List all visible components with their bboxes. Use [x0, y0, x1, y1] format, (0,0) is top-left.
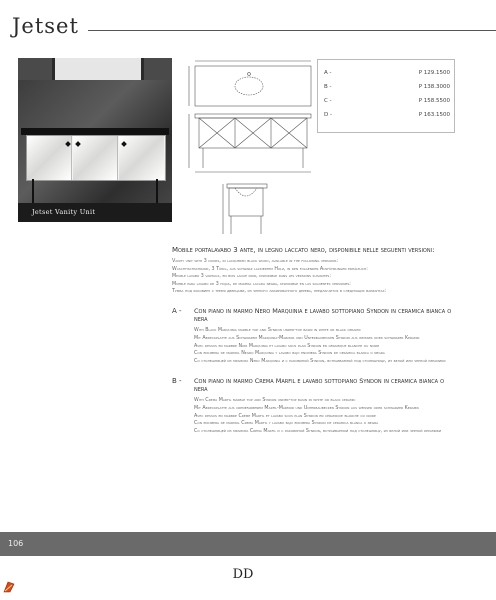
basin-outline [235, 77, 263, 95]
option-a [172, 307, 458, 366]
option-line: Avec dessus en marbre Crème Marfil et lavabo sous plan Syndon en céramique blanche ou noire [194, 413, 376, 419]
option-b [172, 377, 458, 436]
side-basin-outline [235, 188, 257, 196]
option-heading: Con piano in marmo Nero Marquinia e lavabo sottopiano Syndon in ceramica bianca o nera [194, 306, 452, 323]
page-number: 106 [8, 539, 24, 548]
description-heading: Mobile portalavabo 3 ante, in legno laccato nero, disponibile nelle seguenti versioni: [172, 246, 435, 254]
technical-drawing [183, 58, 315, 240]
product-photo [18, 58, 172, 222]
plan-view-outline [195, 66, 311, 106]
cabinet-leg [156, 179, 158, 203]
option-line: Con encimera de mármol Crema Marfil y lavabo bajo encimera Syndon de cerámica blanca o negra [194, 421, 379, 427]
price-value: P 163.1500 [418, 112, 450, 118]
photo-caption: Jetset Vanity Unit [32, 208, 96, 216]
price-label: C - [324, 98, 332, 104]
option-line: Con encimera de mármol Negro Marquinia y lavabo bajo encimera Syndon de cerámica blanca o negra [194, 351, 385, 357]
title-rule [88, 30, 496, 31]
brand-logo [228, 566, 258, 580]
cabinet-leg [32, 179, 34, 203]
price-label: D - [324, 112, 332, 118]
price-value: P 138.3000 [418, 84, 450, 90]
product-description [172, 246, 458, 436]
price-list [317, 59, 455, 133]
door-knob [121, 141, 127, 147]
option-letter: B - [172, 376, 182, 385]
vanity-cabinet [26, 135, 166, 181]
logo-text: DD [232, 567, 254, 580]
faucet-hole [248, 73, 251, 76]
option-line: Mit Abdeckplatte aus Schwarzem Marquinia-Marmor und Unterbaubecken Syndon aus weißer oder schwarzer Keramik [194, 335, 420, 341]
door-knob [75, 141, 81, 147]
description-line: Mueble para lavabo de 3 hojas, de madera lacada negra, disponible en las siguientes versiones: [172, 281, 351, 287]
side-cabinet-outline [229, 188, 263, 216]
price-value: P 158.5500 [418, 98, 450, 104]
door-knob [65, 141, 71, 147]
page-number-band [0, 532, 496, 556]
description-line: Meuble lavabo 3 vantaux, en bois laqué noir, disponible dans les versions suivantes: [172, 274, 331, 280]
side-top-outline [227, 184, 267, 188]
cabinet-door [27, 136, 72, 180]
cabinet-door [73, 136, 118, 180]
front-top-outline [195, 114, 311, 118]
price-value: P 129.1500 [418, 70, 450, 76]
option-line: With Crema Marfil marble top and Syndon under-top basin in white or black ceramic [194, 397, 356, 403]
description-line: Vanity unit with 3 doors, in lacquered black wood, available in the following versions: [172, 259, 338, 264]
option-line: Mit Abdeckplatte aus cremefarbenem Marfil-Marmor und Unterbaubecken Syndon aus weißer oder schwarzer Keramik [194, 405, 420, 411]
description-line: Waschtischschrank, 3 Türig, aus schwarz lackiertem Holz, in den folgenden Ausführungen erhältlich: [172, 266, 368, 272]
option-line: Со столешницей из мрамора Crema Marfil и с раковиной Syndon, встраиваемой под столешницу, из белой или черной керамики [194, 429, 442, 435]
price-label: A - [324, 70, 332, 76]
option-line: With Black Marquinia marble top and Syndon under-top basin in white or black ceramic [194, 327, 361, 333]
option-line: Avec dessus en marbre Noir Marquinia et lavabo sous plan Syndon en céramique blanche ou noire [194, 343, 380, 349]
page-title: Jetset [12, 14, 79, 38]
cabinet-door [119, 136, 164, 180]
option-letter: A - [172, 306, 182, 315]
option-line: Со столешницей из мрамора Nero Marquinia и с раковиной Syndon, встраиваемой под столешницу, из белой или черной керамики [194, 359, 446, 365]
price-label: B - [324, 84, 332, 90]
pdf-icon[interactable] [2, 580, 16, 594]
description-line: Тумба под раковину с тремя дверцами, из черного лакированного дерева, предлагается в следующих вариантах: [172, 289, 387, 295]
option-heading: Con piano in marmo Crema Marfil e lavabo sottopiano Syndon in ceramica bianca o nera [194, 376, 445, 393]
countertop [21, 128, 169, 135]
